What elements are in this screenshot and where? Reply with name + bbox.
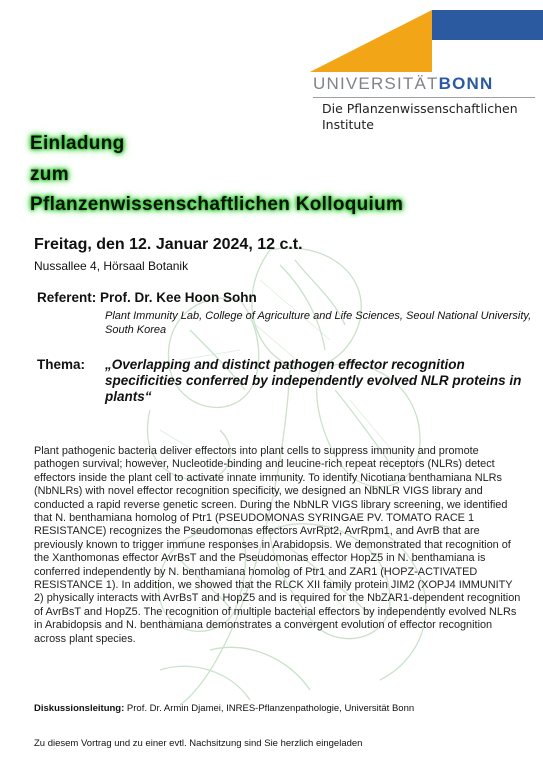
- speaker-affiliation: Plant Immunity Lab, College of Agriculture and Life Sciences, Seoul National University, South Korea: [105, 310, 532, 336]
- institute-line-1: Die Pflanzenwissenschaftlichen: [322, 101, 518, 116]
- abstract-text: Plant pathogenic bacteria deliver effectors into plant cells to suppress immunity and promote pathogen survival; however, Nucleotide-binding and leucine-rich repeat receptors (NLRs) detect effectors inside the plant cell to activate innate immunity. To identify Nicotiana benthamiana NLRs (NbNLRs) with novel effector recognition specificity, we designed an NbNLR VIGS library and conducted a rapid reverse genetic screen. During the NbNLR VIGS library screening, we identified that N. benthamiana homolog of Ptr1 (PSEUDOMONAS SYRINGAE PV. TOMATO RACE 1 RESISTANCE) recognizes the Pseudomonas effectors AvrRpt2, AvrRpm1, and AvrB that are previously known to trigger immune responses in Arabidopsis. We demonstrated that recognition of the Xanthomonas effector AvrBsT and the Pseudomonas effector HopZ5 in N. benthamiana is conferred independently by N. benthamiana homolog of Ptr1 and ZAR1 (HOPZ-ACTIVATED RESISTANCE 1). In addition, we showed that the RLCK XII family protein JIM2 (XOPJ4 IMMUNITY 2) physically interacts with AvrBsT and HopZ5 and is required for the NbZAR1-dependent recognition of AvrBsT and HopZ5. The recognition of multiple bacterial effectors by independently evolved NLRs in Arabidopsis and N. benthamiana demonstrates a convergent evolution of effector recognition across plant species.: [34, 445, 521, 645]
- headline-line-1: Einladung: [30, 133, 125, 154]
- university-name: [313, 74, 493, 94]
- invitation-note: Zu diesem Vortrag und zu einer evtl. Nachsitzung sind Sie herzlich eingeladen: [34, 738, 363, 749]
- speaker-name: Referent: Prof. Dr. Kee Hoon Sohn: [37, 290, 257, 305]
- university-name-text: UNIVERSITÄT: [313, 74, 439, 93]
- institute-name: [322, 101, 518, 133]
- logo-divider: [313, 97, 535, 98]
- event-date: Freitag, den 12. Januar 2024, 12 c.t.: [34, 236, 303, 253]
- headline-line-2: zum: [30, 164, 69, 185]
- university-city-text: BONN: [438, 74, 494, 93]
- discussion-label: Diskussionsleitung:: [34, 703, 125, 714]
- headline-line-3: Pflanzenwissenschaftlichen Kolloquium: [30, 194, 404, 215]
- university-logo-graphic: [310, 10, 543, 72]
- event-location: Nussallee 4, Hörsaal Botanik: [34, 259, 189, 273]
- topic-title: „Overlapping and distinct pathogen effector recognition specificities conferred by independently evolved NLR proteins in plants“: [105, 357, 522, 404]
- discussion-lead: [34, 703, 414, 714]
- discussion-value: Prof. Dr. Armin Djamei, INRES-Pflanzenpathologie, Universität Bonn: [124, 703, 415, 714]
- institute-line-2: Institute: [322, 117, 374, 132]
- topic-label: Thema:: [37, 357, 86, 372]
